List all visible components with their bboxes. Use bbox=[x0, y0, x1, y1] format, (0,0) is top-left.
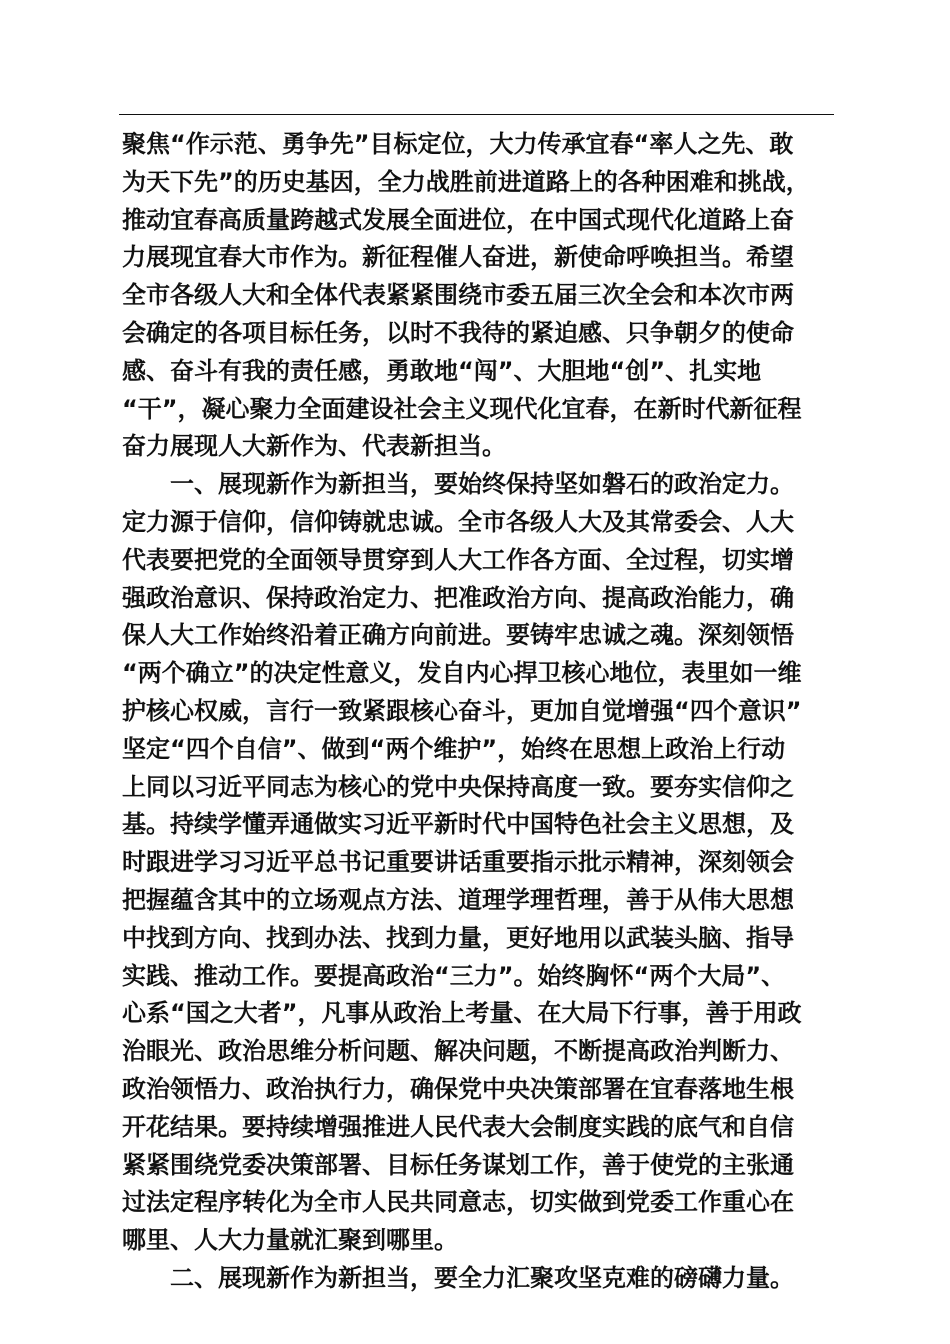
text-line: 紧紧围绕党委决策部署、目标任务谋划工作，善于使党的主张通 bbox=[122, 1150, 794, 1179]
text-line: 开花结果。要持续增强推进人民代表大会制度实践的底气和自信 bbox=[122, 1112, 794, 1141]
text-line: 基。持续学懂弄通做实习近平新时代中国特色社会主义思想，及 bbox=[122, 810, 794, 839]
text-line: 过法定程序转化为全市人民共同意志，切实做到党委工作重心在 bbox=[122, 1188, 794, 1217]
text-line: 全市各级人大和全体代表紧紧围绕市委五届三次全会和本次市两 bbox=[122, 281, 794, 310]
text-line: “两个确立”的决定性意义，发自内心捍卫核心地位，表里如一维 bbox=[122, 659, 802, 688]
text-line: 推动宜春高质量跨越式发展全面进位，在中国式现代化道路上奋 bbox=[122, 205, 794, 234]
text-line: 把握蕴含其中的立场观点方法、道理学理哲理，善于从伟大思想 bbox=[122, 885, 794, 914]
text-line: 力展现宜春大市作为。新征程催人奋进，新使命呼唤担当。希望 bbox=[122, 243, 794, 272]
text-line: 奋力展现人大新作为、代表新担当。 bbox=[122, 432, 506, 461]
text-line: 感、奋斗有我的责任感，勇敢地“闯”、大胆地“创”、扎实地 bbox=[122, 356, 762, 385]
text-line: 坚定“四个自信”、做到“两个维护”，始终在思想上政治上行动 bbox=[122, 734, 786, 763]
text-line: 聚焦“作示范、勇争先”目标定位，大力传承宜春“率人之先、敢 bbox=[122, 130, 794, 158]
text-line: 会确定的各项目标任务，以时不我待的紧迫感、只争朝夕的使命 bbox=[122, 318, 794, 347]
text-line: 政治领悟力、政治执行力，确保党中央决策部署在宜春落地生根 bbox=[122, 1074, 794, 1103]
section-heading-line: 一、展现新作为新担当，要始终保持坚如磐石的政治定力。 bbox=[170, 470, 794, 499]
text-line: 代表要把党的全面领导贯穿到人大工作各方面、全过程，切实增 bbox=[122, 545, 794, 574]
text-line: 护核心权威，言行一致紧跟核心奋斗，更加自觉增强“四个意识” bbox=[122, 696, 802, 725]
text-line: 为天下先”的历史基因，全力战胜前进道路上的各种困难和挑战， bbox=[122, 167, 810, 196]
header-rule bbox=[119, 114, 834, 115]
body-text bbox=[122, 126, 840, 1298]
text-line: “干”，凝心聚力全面建设社会主义现代化宜春，在新时代新征程 bbox=[122, 394, 802, 423]
text-line: 哪里、人大力量就汇聚到哪里。 bbox=[122, 1226, 458, 1255]
text-line: 治眼光、政治思维分析问题、解决问题，不断提高政治判断力、 bbox=[122, 1037, 794, 1066]
text-line: 实践、推动工作。要提高政治“三力”。始终胸怀“两个大局”、 bbox=[122, 961, 786, 990]
text-line: 定力源于信仰，信仰铸就忠诚。全市各级人大及其常委会、人大 bbox=[122, 507, 794, 536]
text-line: 中找到方向、找到办法、找到力量，更好地用以武装头脑、指导 bbox=[122, 923, 794, 952]
text-line: 心系“国之大者”，凡事从政治上考量、在大局下行事，善于用政 bbox=[122, 999, 802, 1028]
text-line: 保人大工作始终沿着正确方向前进。要铸牢忠诚之魂。深刻领悟 bbox=[122, 621, 794, 650]
text-line: 强政治意识、保持政治定力、把准政治方向、提高政治能力，确 bbox=[122, 583, 794, 612]
text-line: 时跟进学习习近平总书记重要讲话重要指示批示精神，深刻领会 bbox=[122, 848, 794, 877]
text-line: 上同以习近平同志为核心的党中央保持高度一致。要夯实信仰之 bbox=[122, 772, 794, 801]
section-heading-line: 二、展现新作为新担当，要全力汇聚攻坚克难的磅礴力量。 bbox=[170, 1263, 794, 1292]
